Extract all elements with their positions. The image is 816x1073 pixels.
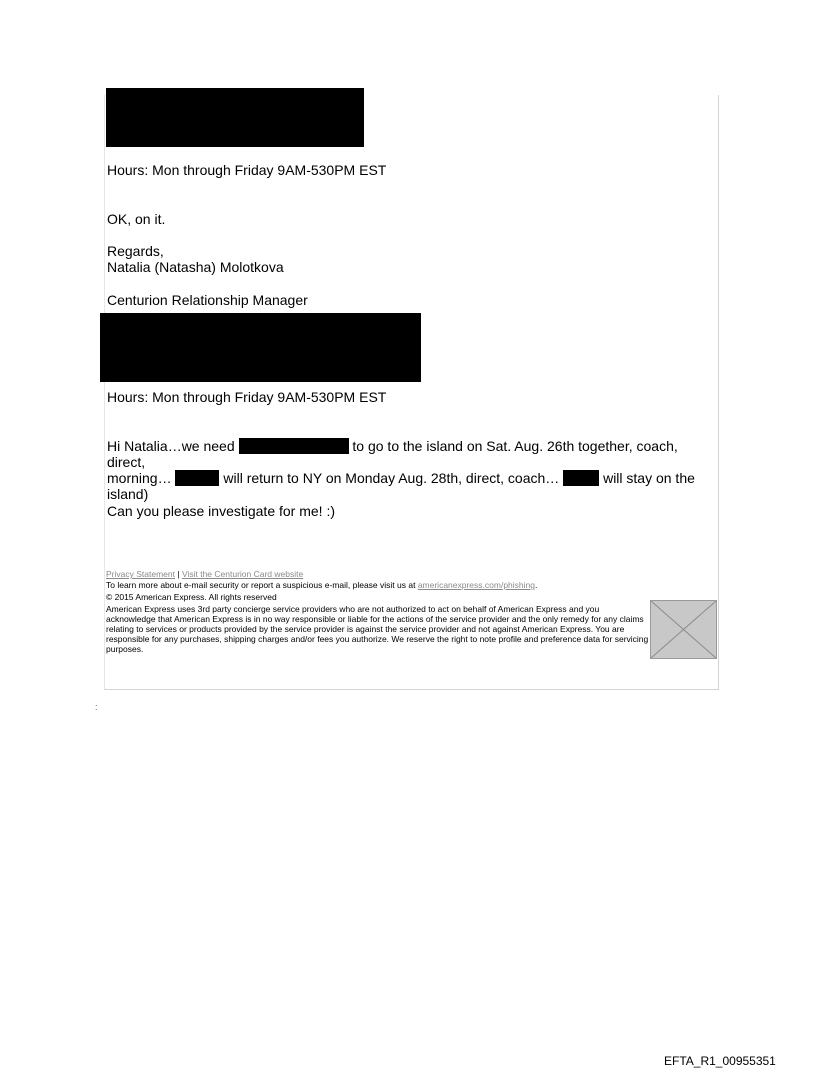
privacy-statement-link[interactable]: Privacy Statement	[106, 569, 175, 579]
sender-name: Natalia (Natasha) Molotkova	[107, 259, 284, 275]
bates-number: EFTA_R1_00955351	[664, 1054, 776, 1068]
hours-line-1: Hours: Mon through Friday 9AM-530PM EST	[107, 162, 387, 178]
broken-image-placeholder	[650, 600, 717, 659]
ask-text: Can you please investigate for me! :)	[107, 503, 336, 519]
regards-text: Regards,	[107, 243, 164, 259]
request-text-part6: island)	[107, 486, 149, 502]
stray-mark: :	[95, 702, 98, 712]
inline-redaction-names	[239, 438, 349, 454]
copyright-text: © 2015 American Express. All rights reserved	[106, 592, 277, 602]
hours-line-2: Hours: Mon through Friday 9AM-530PM EST	[107, 389, 387, 405]
disclaimer-text: American Express uses 3rd party concierge service providers who are not authorized to act on behalf of American Express and you acknowledge that American Express is in no way responsible or liable for the actions of the service provider and the only remedy for any claims relating to services or products provided by the service provider is against the service provider and not against American Express. You are responsible for any purchases, shipping charges and/or fees you authorize. We reserve the right to note profile and preference data for servicing purposes.	[106, 604, 649, 654]
security-note	[106, 580, 537, 590]
footer-links	[106, 569, 303, 579]
inline-redaction-name-1	[175, 470, 219, 486]
centurion-website-link[interactable]: Visit the Centurion Card website	[181, 569, 304, 579]
image-placeholder-icon	[651, 601, 716, 658]
request-text-part4: will return to NY on Monday Aug. 28th, direct, coach…	[223, 470, 560, 486]
security-text: To learn more about e-mail security or report a suspicious e-mail, please visit us at	[106, 580, 416, 590]
inline-redaction-name-2	[563, 470, 599, 486]
redaction-block-signature	[100, 313, 421, 382]
phishing-link[interactable]: americanexpress.com/phishing	[417, 580, 535, 590]
request-text-part3: morning…	[107, 470, 172, 486]
sender-title: Centurion Relationship Manager	[107, 292, 308, 308]
reply-text: OK, on it.	[107, 211, 166, 227]
link-separator: |	[177, 569, 180, 579]
request-text-part1: Hi Natalia…we need	[107, 438, 235, 454]
request-text-part2: to go to the island on Sat. Aug. 26th together, coach, direct,	[107, 438, 678, 470]
redaction-block-top	[106, 88, 364, 147]
request-message	[107, 438, 712, 502]
request-text-part5: will stay on the	[603, 470, 695, 486]
phishing-end: .	[534, 580, 538, 590]
